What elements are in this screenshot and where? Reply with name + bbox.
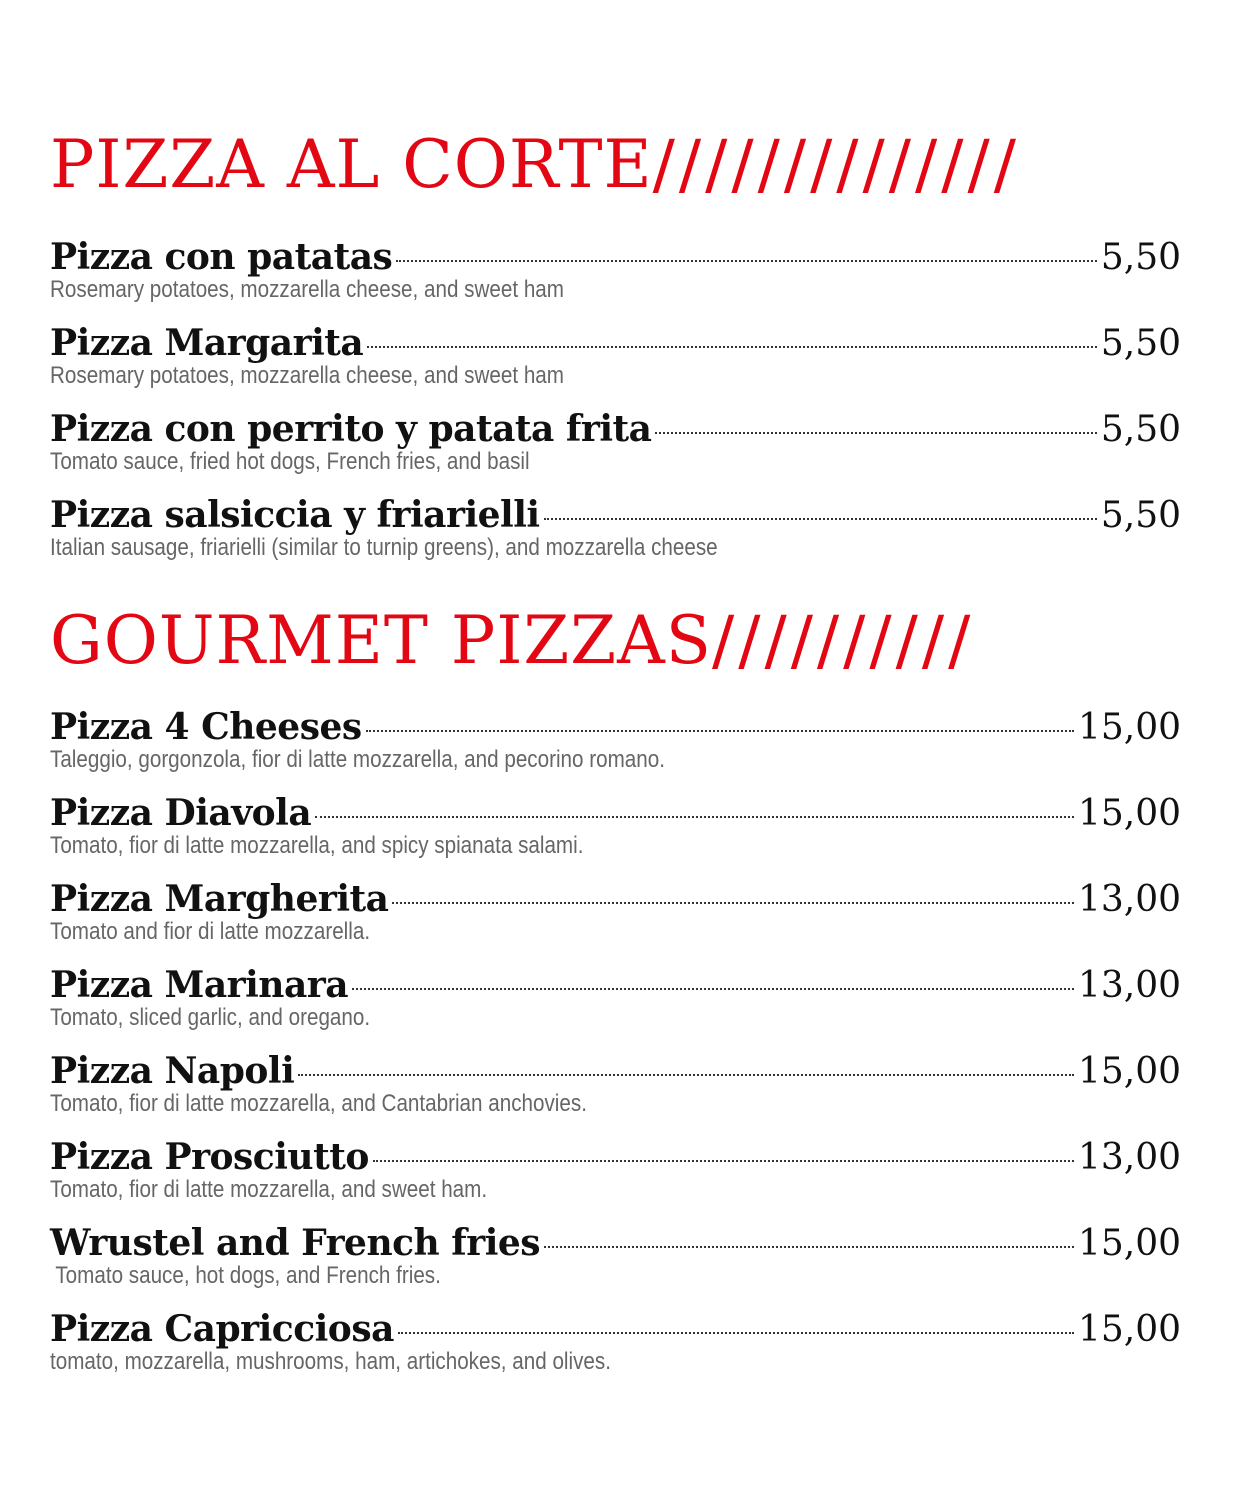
item-description: Tomato and fior di latte mozzarella. [50,918,371,945]
item-description: tomato, mozzarella, mushrooms, ham, artichokes, and olives. [50,1348,611,1375]
dotted-leader [392,902,1073,904]
item-price: 15,00 [1077,707,1181,748]
dotted-leader [373,1160,1074,1162]
section-title-gourmet-pizzas [50,602,975,679]
item-name: Pizza Margarita [50,322,364,364]
menu-item [50,706,1181,772]
menu-item [50,494,1181,560]
item-description: Tomato, sliced garlic, and oregano. [50,1004,371,1031]
item-price: 5,50 [1100,495,1181,536]
item-description: Rosemary potatoes, mozzarella cheese, and sweet ham [50,362,564,389]
dotted-leader [315,816,1074,818]
item-price: 13,00 [1077,1137,1181,1178]
item-description: Tomato, fior di latte mozzarella, and spicy spianata salami. [50,832,584,859]
item-price: 15,00 [1077,1051,1181,1092]
item-price: 15,00 [1077,1309,1181,1350]
menu-item [50,792,1181,858]
item-price: 13,00 [1077,965,1181,1006]
item-name: Pizza Napoli [50,1050,295,1092]
dotted-leader [352,988,1074,990]
item-name: Pizza Prosciutto [50,1136,369,1178]
item-name: Pizza Margherita [50,878,389,920]
item-name: Pizza con patatas [50,236,393,278]
section-title-slashes: ////////////// [652,126,1020,203]
item-price: 15,00 [1077,793,1181,834]
item-description: Taleggio, gorgonzola, fior di latte mozzarella, and pecorino romano. [50,746,665,773]
dotted-leader [398,1332,1074,1334]
item-price: 13,00 [1077,879,1181,920]
item-name: Wrustel and French fries [50,1222,541,1264]
item-price: 5,50 [1100,323,1181,364]
dotted-leader [367,346,1097,348]
item-description: Tomato, fior di latte mozzarella, and sweet ham. [50,1176,488,1203]
section-title-pizza-al-corte [50,126,1020,203]
menu-item [50,964,1181,1030]
menu-item [50,1308,1181,1374]
item-description: Tomato, fior di latte mozzarella, and Cantabrian anchovies. [50,1090,587,1117]
item-description: Tomato sauce, fried hot dogs, French fries, and basil [50,448,530,475]
item-price: 15,00 [1077,1223,1181,1264]
item-description: Rosemary potatoes, mozzarella cheese, and sweet ham [50,276,564,303]
menu-item [50,236,1181,302]
dotted-leader [544,1246,1074,1248]
menu-item [50,1136,1181,1202]
menu-item [50,1050,1181,1116]
item-name: Pizza salsiccia y friarielli [50,494,540,536]
dotted-leader [655,432,1096,434]
item-price: 5,50 [1100,237,1181,278]
menu-item [50,408,1181,474]
item-description: Italian sausage, friarielli (similar to turnip greens), and mozzarella cheese [50,534,718,561]
item-price: 5,50 [1100,409,1181,450]
menu-item [50,1222,1181,1288]
section-title-text: PIZZA AL CORTE [50,126,653,203]
dotted-leader [298,1074,1074,1076]
dotted-leader [366,730,1074,732]
dotted-leader [544,518,1097,520]
dotted-leader [396,260,1097,262]
menu-item [50,878,1181,944]
item-description: Tomato sauce, hot dogs, and French fries. [50,1262,441,1289]
item-name: Pizza con perrito y patata frita [50,408,652,450]
item-name: Pizza Marinara [50,964,349,1006]
item-name: Pizza Diavola [50,792,312,834]
item-name: Pizza 4 Cheeses [50,706,362,748]
menu-item [50,322,1181,388]
section-title-text: GOURMET PIZZAS [50,602,712,679]
item-name: Pizza Capricciosa [50,1308,394,1350]
section-title-slashes: ////////// [711,602,975,679]
